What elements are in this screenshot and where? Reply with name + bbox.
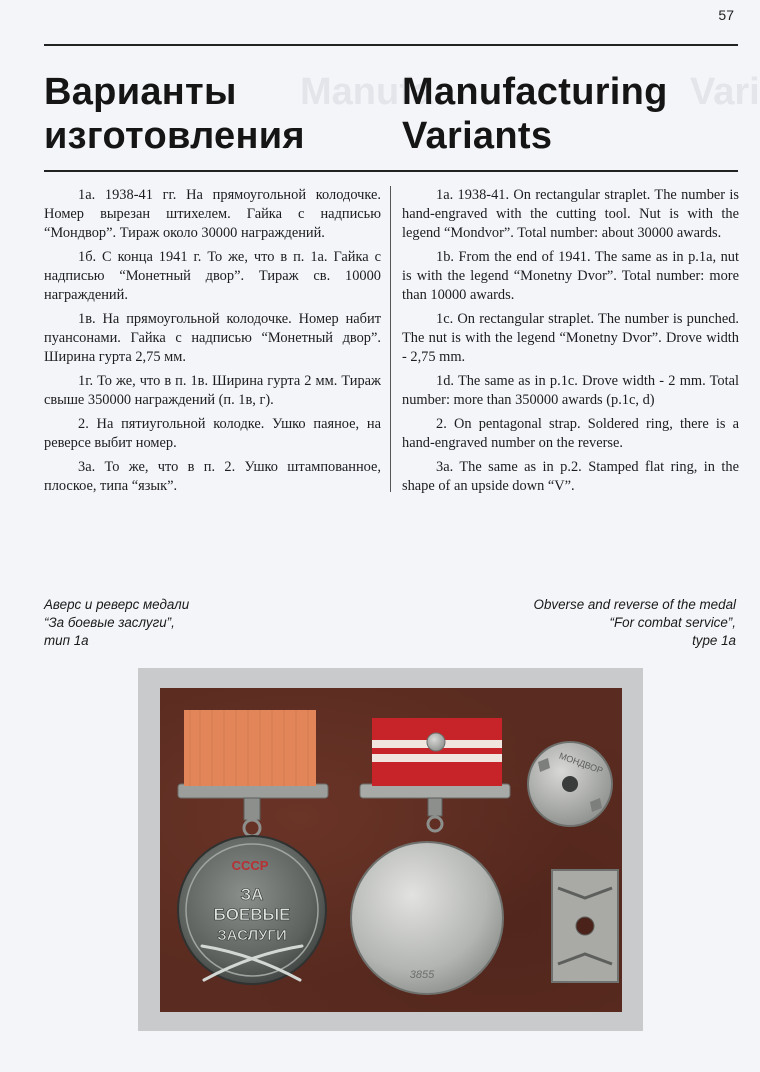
medal-legend-line: ЗА	[240, 885, 264, 904]
paragraph: 1в. На прямоугольной колодочке. Номер набит пуансонами. Гайка с надписью “Монетный двор”. Ширина гурта 2,75 мм.	[44, 311, 381, 365]
paragraph: 1b. From the end of 1941. The same as in p.1a, nut is with the legend “Monetny Dvor”. Total number: more than 10000 awards.	[402, 249, 739, 303]
medal-legend-line: БОЕВЫЕ	[213, 905, 291, 924]
screw-nut	[528, 742, 612, 826]
caption-line: Аверс и реверс медали	[44, 597, 190, 612]
reverse-serial-number: 3855	[409, 969, 435, 981]
paragraph: 1а. 1938-41 гг. На прямоугольной колодочке. Номер вырезан штихелем. Гайка с надписью “Мондвор”. Тираж около 30000 награждений.	[44, 187, 381, 241]
medal-legend-line: ЗАСЛУГИ	[217, 927, 287, 944]
heading-line: изготовления	[44, 115, 305, 157]
caption-line: Obverse and reverse of the medal	[533, 597, 736, 612]
paragraph: 2. On pentagonal strap. Soldered ring, there is a hand-engraved number on the reverse.	[402, 416, 739, 451]
heading-russian	[44, 70, 374, 158]
column-divider	[390, 186, 391, 492]
medal-obverse	[178, 836, 326, 984]
caption-line: тип 1а	[44, 633, 89, 648]
caption-line: “For combat service”,	[609, 615, 736, 630]
paragraph: 1б. С конца 1941 г. То же, что в п. 1а. Гайка с надписью “Монетный двор”. Тираж св. 10000 награждений.	[44, 249, 381, 303]
paragraph: 3a. The same as in p.2. Stamped flat ring, in the shape of an upside down “V”.	[402, 459, 739, 494]
show-through-text: Manufa	[300, 71, 433, 113]
medal-ussr-text: СССР	[231, 858, 269, 873]
top-rule	[44, 44, 738, 46]
russian-text-column	[44, 186, 381, 501]
page-number: 57	[718, 7, 734, 23]
paragraph: 3а. То же, что в п. 2. Ушко штампованное, плоское, типа “язык”.	[44, 459, 381, 494]
photo-frame	[138, 668, 643, 1031]
medal-photo	[160, 688, 622, 1012]
caption-english	[534, 596, 736, 650]
heading-rule	[44, 170, 738, 172]
caption-russian	[44, 596, 189, 650]
paragraph: 1d. The same as in p.1c. Drove width - 2 mm. Total number: more than 350000 awards (p.1c, d)	[402, 373, 739, 408]
heading-line: Варианты	[44, 71, 237, 113]
nut-legend: МОНДВОР	[557, 750, 605, 776]
left-straplet	[178, 710, 328, 836]
backing-plate	[552, 870, 618, 982]
heading-line: Variants	[402, 115, 553, 157]
paragraph: 2. На пятиугольной колодке. Ушко паяное, на реверсе выбит номер.	[44, 416, 381, 451]
english-text-column	[402, 186, 739, 501]
caption-line: “За боевые заслуги”,	[44, 615, 175, 630]
heading-english	[402, 70, 732, 158]
paragraph: 1c. On rectangular straplet. The number is punched. The nut is with the legend “Monetny Dvor”. Drove width - 2,75 mm.	[402, 311, 739, 365]
heading-line: Manufacturing	[402, 71, 668, 113]
medal-illustration	[160, 688, 622, 1012]
medal-reverse	[351, 842, 503, 994]
caption-line: type 1a	[692, 633, 736, 648]
paragraph: 1a. 1938-41. On rectangular straplet. The number is hand-engraved with the cutting tool. Nut is with the legend “Mondvor”. Total number: about 30000 awards.	[402, 187, 739, 241]
right-straplet	[360, 718, 510, 831]
show-through-text: Vari	[690, 71, 760, 113]
paragraph: 1г. То же, что в п. 1в. Ширина гурта 2 мм. Тираж свыше 350000 награждений (п. 1в, г).	[44, 373, 381, 408]
